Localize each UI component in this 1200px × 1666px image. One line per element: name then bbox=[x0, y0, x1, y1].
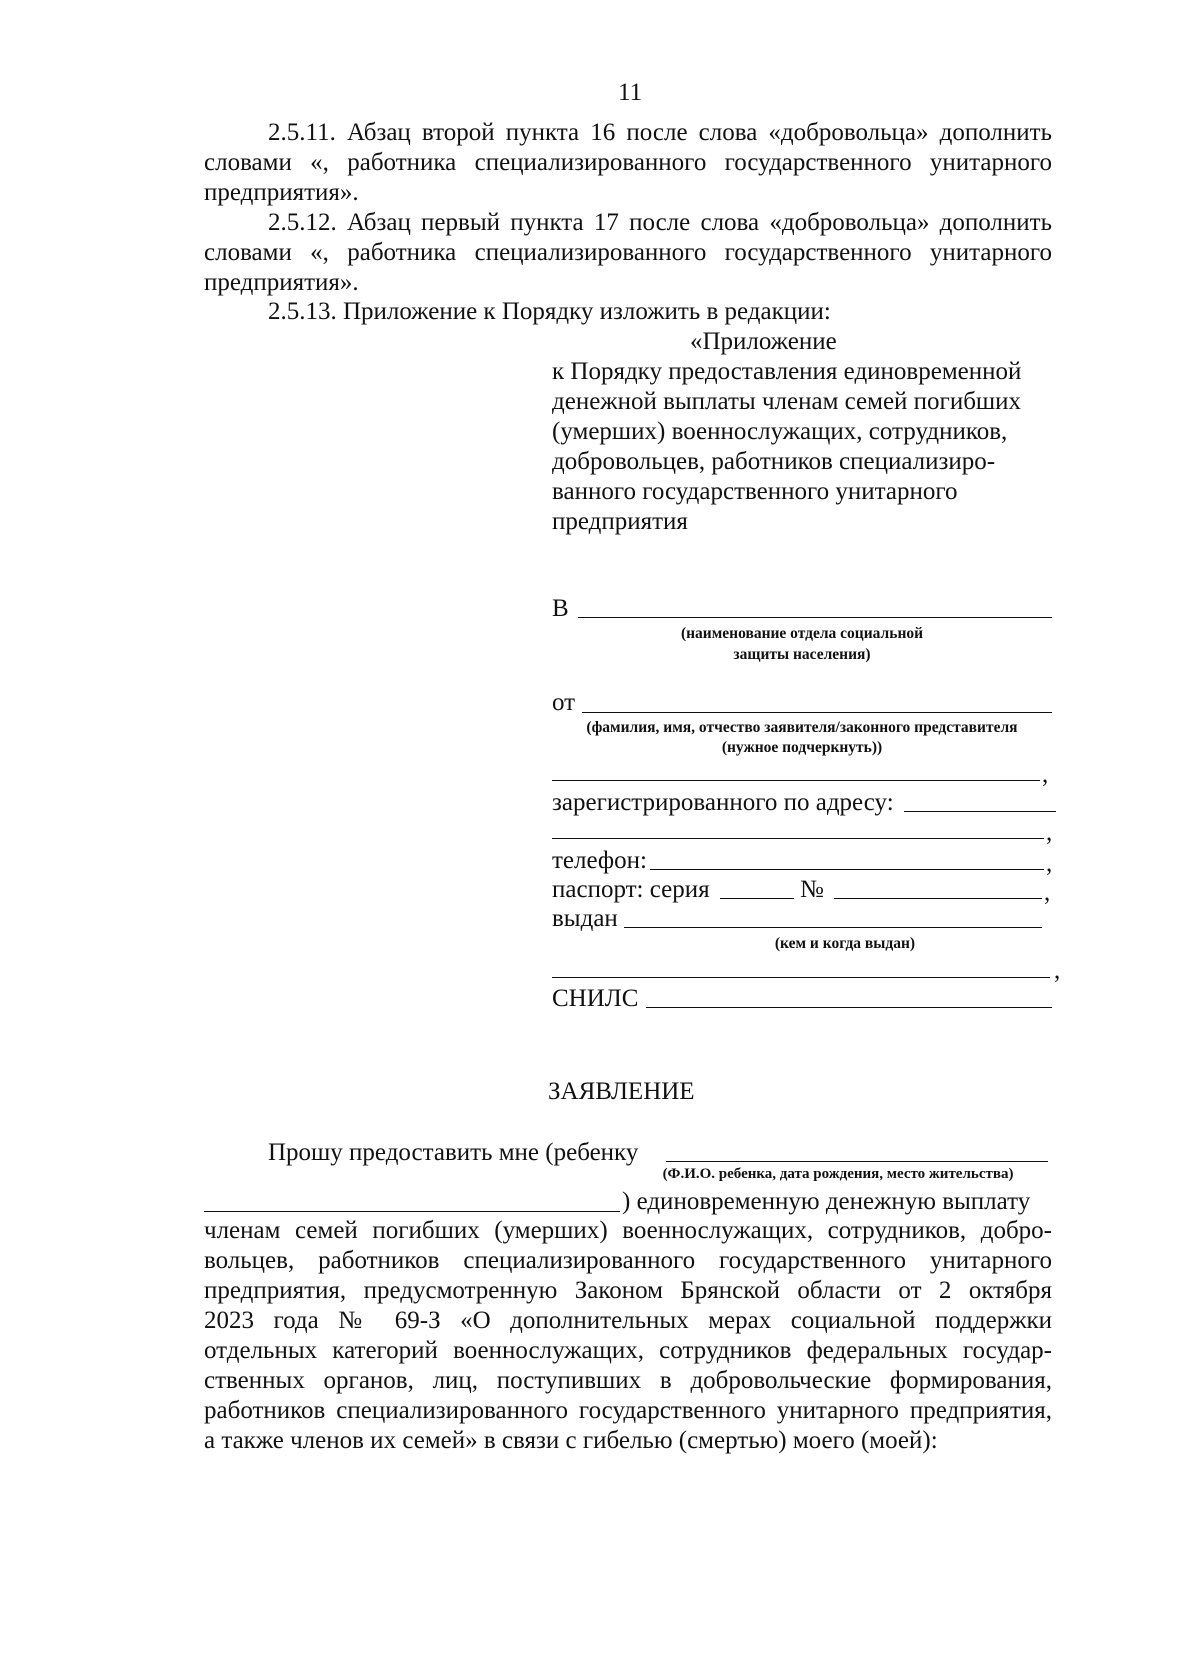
snils-label: СНИЛС bbox=[552, 985, 639, 1012]
statement-line-1: Прошу предоставить мне (ребенку bbox=[268, 1139, 639, 1166]
passport-number-field[interactable] bbox=[834, 898, 1042, 899]
from-hint: (фамилия, имя, отчество заявителя/законного представителя bbox=[586, 719, 1018, 736]
amendment-2-5-12-line-1: 2.5.12. Абзац первый пункта 17 после слова «добровольца» дополнить bbox=[268, 209, 1052, 236]
issued-field-line-2[interactable] bbox=[552, 977, 1050, 978]
from-field-line-2[interactable] bbox=[552, 780, 1040, 781]
phone-label: телефон: bbox=[552, 847, 647, 874]
to-label: В bbox=[552, 595, 569, 622]
page-number: 11 bbox=[618, 79, 643, 106]
statement-body-line: ственных органов, лиц, поступивших в добровольческие формирования, bbox=[204, 1367, 1052, 1394]
statement-line-2: ) единовременную денежную выплату bbox=[622, 1188, 1031, 1215]
comma: , bbox=[1046, 850, 1053, 877]
appendix-line: (умерших) военнослужащих, сотрудников, bbox=[552, 418, 1008, 445]
issued-hint: (кем и когда выдан) bbox=[774, 935, 916, 952]
statement-body-line: работников специализированного государственного унитарного предприятия, bbox=[204, 1397, 1052, 1424]
comma: , bbox=[1054, 957, 1061, 984]
amendment-2-5-12-line-2: словами «, работника специализированного государственного унитарного bbox=[204, 239, 1052, 266]
amendment-2-5-12-line-3: предприятия». bbox=[204, 269, 359, 296]
phone-field-line[interactable] bbox=[650, 869, 1044, 870]
appendix-title: «Приложение bbox=[690, 328, 837, 355]
appendix-line: ванного государственного унитарного bbox=[552, 478, 958, 505]
statement-body-line: 2023 года № 69-З «О дополнительных мерах социальной поддержки bbox=[204, 1307, 1052, 1334]
from-hint: (нужное подчеркнуть)) bbox=[721, 739, 883, 756]
appendix-line: денежной выплаты членам семей погибших bbox=[552, 388, 1022, 415]
child-field-line[interactable] bbox=[666, 1161, 1048, 1162]
appendix-line: к Порядку предоставления единовременной bbox=[552, 358, 1022, 385]
from-label: от bbox=[552, 689, 576, 716]
to-hint: (наименование отдела социальной bbox=[680, 625, 924, 642]
passport-label: паспорт: серия bbox=[552, 876, 710, 903]
child-field-line-2[interactable] bbox=[204, 1211, 620, 1212]
appendix-line: добровольцев, работников специализиро- bbox=[552, 448, 996, 475]
statement-body-line: вольцев, работников специализированного государственного унитарного bbox=[204, 1247, 1052, 1274]
comma: , bbox=[1042, 761, 1049, 788]
address-field-line[interactable] bbox=[904, 811, 1056, 812]
amendment-2-5-11-line-3: предприятия». bbox=[204, 179, 359, 206]
address-field-line-2[interactable] bbox=[552, 838, 1044, 839]
snils-field-line[interactable] bbox=[646, 1007, 1052, 1008]
child-hint: (Ф.И.О. ребенка, дата рождения, место жительства) bbox=[662, 1166, 1014, 1182]
to-hint: защиты населения) bbox=[733, 646, 871, 663]
comma: , bbox=[1044, 879, 1051, 906]
statement-body-line: отдельных категорий военнослужащих, сотрудников федеральных государ- bbox=[204, 1337, 1052, 1364]
from-field-line[interactable] bbox=[582, 712, 1052, 713]
amendment-2-5-13: 2.5.13. Приложение к Порядку изложить в редакции: bbox=[268, 298, 831, 325]
issued-label: выдан bbox=[552, 905, 618, 932]
appendix-line: предприятия bbox=[552, 508, 688, 535]
amendment-2-5-11-line-2: словами «, работника специализированного государственного унитарного bbox=[204, 149, 1052, 176]
statement-body-line: членам семей погибших (умерших) военнослужащих, сотрудников, добро- bbox=[204, 1217, 1052, 1244]
statement-body-line: предприятия, предусмотренную Законом Брянской области от 2 октября bbox=[204, 1277, 1052, 1304]
passport-number-label: № bbox=[800, 876, 824, 903]
statement-title: ЗАЯВЛЕНИЕ bbox=[548, 1078, 695, 1105]
address-label: зарегистрированного по адресу: bbox=[552, 789, 894, 816]
amendment-2-5-11-line-1: 2.5.11. Абзац второй пункта 16 после слова «добровольца» дополнить bbox=[268, 119, 1052, 146]
to-field-line[interactable] bbox=[578, 617, 1052, 618]
passport-series-field[interactable] bbox=[720, 898, 794, 899]
comma: , bbox=[1046, 819, 1053, 846]
issued-field-line[interactable] bbox=[624, 927, 1042, 928]
statement-last-line: а также членов их семей» в связи с гибелью (смертью) моего (моей): bbox=[204, 1427, 938, 1454]
